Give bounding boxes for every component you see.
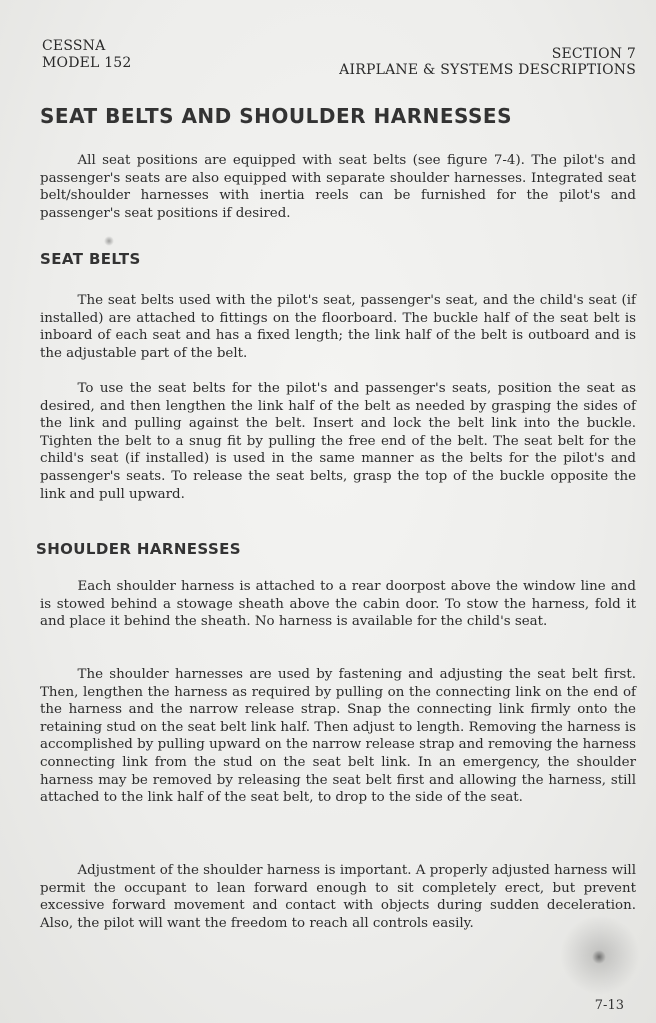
shoulder-harnesses-heading: SHOULDER HARNESSES <box>36 540 242 558</box>
harness-stowage-paragraph: Each shoulder harness is attached to a rear doorpost above the window line and is stowed behind a stowage sheath above the cabin door. To stow the harness, fold it and place it behind the sheath. No harness is available for the child's seat. <box>40 579 636 630</box>
intro-paragraph: All seat positions are equipped with seat belts (see figure 7-4). The pilot's and passenger's seats are also equipped with separate shoulder harnesses. Integrated seat belt/shoulder harnesses with inertia reels can be furnished for the pilot's and passenger's seat positions if desired. <box>40 153 636 221</box>
seat-belts-usage-paragraph: To use the seat belts for the pilot's and passenger's seats, position the seat as desired, and then lengthen the link half of the belt as needed by grasping the sides of the link and pulling against the belt. Insert and lock the belt link into the buckle. Tighten the belt to a snug fit by pulling the free end of the belt. The seat belt for the child's seat (if installed) is used in the same manner as the belts for the pilot's and passenger's seats. To release the seat belts, grasp the top of the buckle opposite the link and pull upward. <box>40 381 636 502</box>
header-left <box>42 38 132 72</box>
header-right <box>339 46 636 78</box>
header-section: SECTION 7 <box>551 46 636 62</box>
ink-spot <box>104 236 114 246</box>
harness-usage-paragraph: The shoulder harnesses are used by fastening and adjusting the seat belt first. Then, lengthen the harness as required by pulling on the connecting link on the end of the harness and the narrow release strap. Snap the connecting link firmly onto the retaining stud on the seat belt link half. Then adjust to length. Removing the harness is accomplished by pulling upward on the narrow release strap and removing the harness connecting link from the stud on the seat belt link. In an emergency, the shoulder harness may be removed by releasing the seat belt first and allowing the harness, still attached to the link half of the seat belt, to drop to the side of the seat. <box>40 667 636 806</box>
page-title: SEAT BELTS AND SHOULDER HARNESSES <box>40 104 512 128</box>
stain-dot <box>592 950 606 964</box>
header-model: MODEL 152 <box>42 55 132 71</box>
page-number: 7-13 <box>594 998 624 1013</box>
seat-belts-paragraph: The seat belts used with the pilot's seat, passenger's seat, and the child's seat (if installed) are attached to fittings on the floorboard. The buckle half of the seat belt is inboard of each seat and has a fixed length; the link half of the belt is outboard and is the adjustable part of the belt. <box>40 293 636 361</box>
harness-adjustment-paragraph: Adjustment of the shoulder harness is important. A properly adjusted harness will permit the occupant to lean forward enough to sit completely erect, but prevent excessive forward movement and contact with objects during sudden deceleration. Also, the pilot will want the freedom to reach all controls easily. <box>40 863 636 931</box>
seat-belts-heading: SEAT BELTS <box>40 250 141 268</box>
header-manufacturer: CESSNA <box>42 38 106 54</box>
header-section-title: AIRPLANE & SYSTEMS DESCRIPTIONS <box>339 62 636 78</box>
